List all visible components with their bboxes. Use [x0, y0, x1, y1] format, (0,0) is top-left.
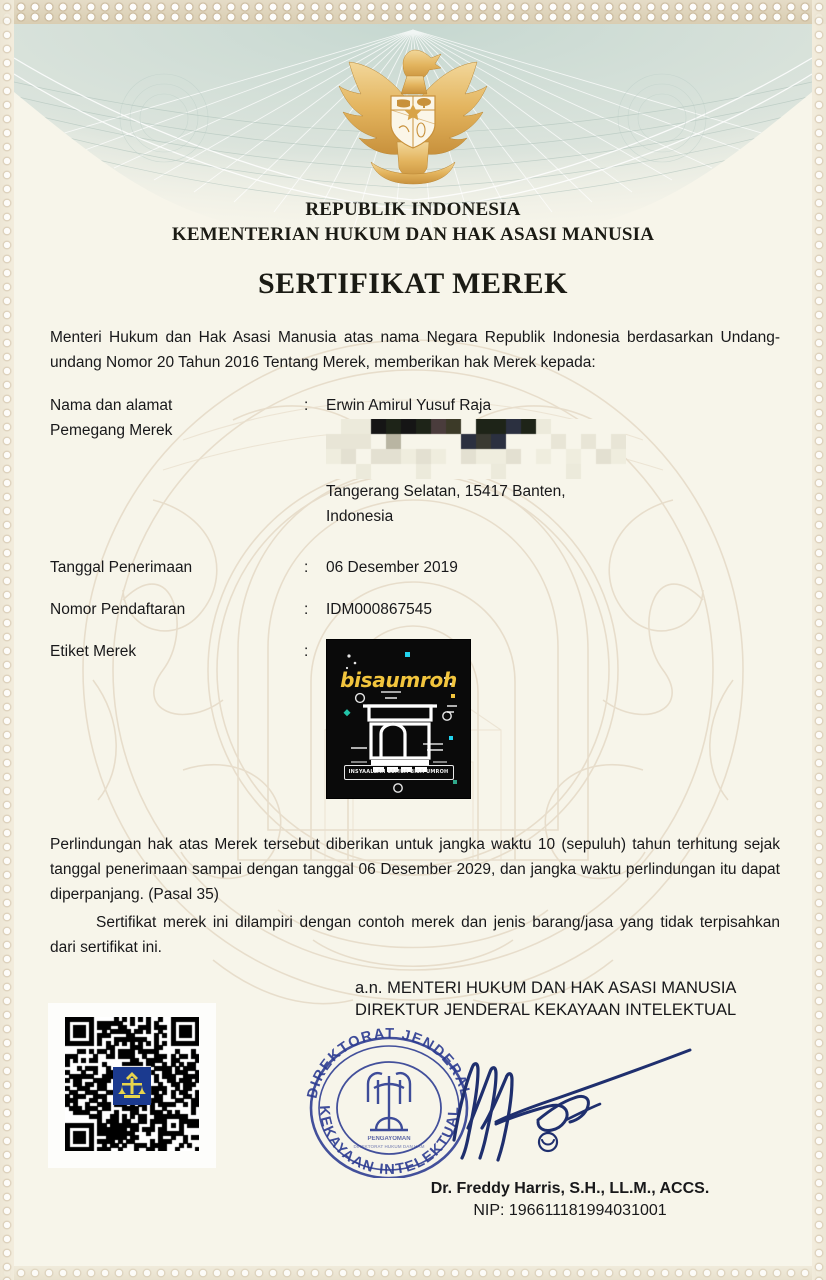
certificate-fields: [50, 393, 790, 799]
office-line: DIREKTUR JENDERAL KEKAYAAN INTELEKTUAL: [355, 1001, 737, 1019]
holder-label: [50, 393, 304, 443]
certificate-heading: [0, 198, 826, 302]
seal-inner-text: PENGAYOMAN: [367, 1136, 411, 1142]
handwritten-signature: [438, 1032, 698, 1172]
verification-qr-code[interactable]: [48, 1003, 216, 1168]
djki-logo-icon: [113, 1067, 151, 1105]
registration-number-label: Nomor Pendaftaran: [50, 601, 186, 618]
seal-top-arc-text: DIREKTORAT JENDERAL: [304, 1026, 474, 1100]
mark-label-label: Etiket Merek: [50, 643, 137, 660]
registration-number-value: IDM000867545: [326, 601, 432, 618]
country-heading: REPUBLIK INDONESIA: [305, 199, 521, 220]
redacted-address-block: [326, 419, 626, 479]
field-row-mark-label: [50, 639, 790, 799]
mark-label-value: [326, 639, 790, 799]
page-title: SERTIFIKAT MEREK: [257, 267, 569, 300]
field-row-holder: [50, 393, 790, 541]
garuda-pancasila-emblem: [331, 42, 495, 192]
trademark-brand-text: bisaumroh: [340, 668, 457, 692]
field-row-registration-number: [50, 597, 790, 622]
mark-label-colon: :: [304, 643, 309, 660]
holder-name: Erwin Amirul Yusuf Raja: [326, 397, 492, 414]
seal-bottom-arc-text: KEKAYAAN INTELEKTUAL: [315, 1104, 463, 1178]
signatory-block: [355, 1178, 785, 1222]
signature-heading: [355, 977, 785, 1021]
signatory-name: Dr. Freddy Harris, S.H., LL.M., ACCS.: [430, 1180, 710, 1197]
svg-text:DIREKTORAT HUKUM DAN HAM: DIREKTORAT HUKUM DAN HAM: [353, 1144, 425, 1149]
on-behalf-line: a.n. MENTERI HUKUM DAN HAK ASASI MANUSIA: [355, 979, 737, 997]
holder-value: [326, 393, 790, 529]
filing-date-label: Tanggal Penerimaan: [50, 559, 193, 576]
holder-label-line2: Pemegang Merek: [50, 422, 173, 439]
filing-date-colon: :: [304, 559, 309, 576]
holder-address-city: Tangerang Selatan, 15417 Banten,: [326, 483, 566, 500]
trademark-label-image: [326, 639, 471, 799]
filing-date-value: 06 Desember 2019: [326, 559, 458, 576]
holder-colon: :: [304, 397, 309, 414]
attachment-paragraph: [50, 910, 780, 960]
trademark-tagline: INSYAALLAH SEMUA BISA UMROH: [344, 765, 454, 780]
field-row-filing-date: [50, 555, 790, 580]
ministry-heading: KEMENTERIAN HUKUM DAN HAK ASASI MANUSIA: [171, 224, 655, 245]
holder-label-line1: Nama dan alamat: [50, 397, 173, 414]
holder-address-country: Indonesia: [326, 508, 394, 525]
signatory-nip: NIP: 196611181994031001: [473, 1202, 667, 1219]
intro-paragraph: Menteri Hukum dan Hak Asasi Manusia atas nama Negara Republik Indonesia berdasarkan Undang-undang Nomor 20 Tahun 2016 Tentang Merek, memberikan hak Merek kepada:: [50, 329, 780, 371]
protection-paragraph: Perlindungan hak atas Merek tersebut diberikan untuk jangka waktu 10 (sepuluh) tahun terhitung sejak tanggal penerimaan sampai dengan tanggal 06 Desember 2029, dan jangka waktu perlindungan itu dapat diperpanjang. (Pasal 35): [50, 836, 780, 903]
attachment-paragraph-text: Sertifikat merek ini dilampiri dengan contoh merek dan jenis barang/jasa yang tidak terpisahkan dari sertifikat ini.: [50, 914, 780, 956]
registration-number-colon: :: [304, 601, 309, 618]
